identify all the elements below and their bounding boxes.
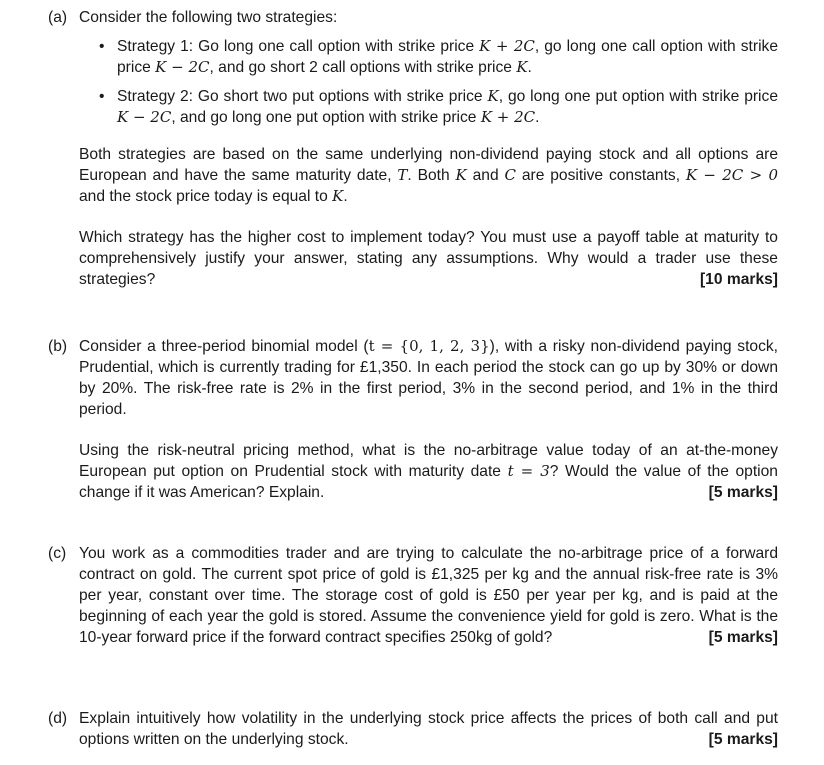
paragraph: You work as a commodities trader and are trying to calculate the no-arbitrage price of a forward contract on gold. The current spot price of gold is £1,325 per kg and the annual risk-free rate is 3% per year, constant over time. The storage cost of gold is £50 per year per kg, and is paid at the beginning of each year the gold is stored. Assume the convenience yield for gold is zero. What is the 10-year forward price if the forward contract specifies 250kg of gold? bbox=[79, 545, 778, 646]
math-expression: t = {0, 1, 2, 3} bbox=[368, 337, 490, 355]
text-span: , and go long one put option with strike price bbox=[171, 109, 481, 126]
text-span: . bbox=[535, 109, 540, 126]
text-span: , go long one call option with strike price bbox=[117, 38, 778, 76]
math-expression: K + 2C bbox=[480, 108, 536, 126]
text-span: . bbox=[343, 188, 348, 205]
text-span: Strategy 2: Go short two put options with strike price bbox=[117, 88, 488, 105]
strategy-1-item bbox=[79, 36, 778, 78]
text-span: Which strategy has the higher cost to implement today? You must use a payoff table at maturity to comprehensively justify your answer, stating any assumptions. Why would a trader use these strategies? bbox=[79, 229, 778, 288]
question-a bbox=[48, 7, 778, 290]
text-span: . bbox=[527, 59, 532, 76]
paragraph bbox=[79, 336, 778, 420]
text-span: , go long one put option with strike price bbox=[498, 88, 778, 105]
math-expression: K − 2C bbox=[155, 58, 210, 76]
question-label: (b) bbox=[48, 338, 68, 355]
math-expression: K − 2C bbox=[117, 108, 172, 126]
text-span: . Both bbox=[407, 167, 456, 184]
paragraph bbox=[79, 144, 778, 207]
question-body bbox=[79, 7, 778, 290]
question-body bbox=[79, 708, 778, 750]
math-expression: t = 3 bbox=[507, 462, 550, 480]
math-expression: K bbox=[455, 166, 467, 184]
text-span: , and go short 2 call options with strike price bbox=[209, 59, 517, 76]
question-label: (a) bbox=[48, 9, 68, 26]
question-body bbox=[79, 543, 778, 648]
marks-label: [5 marks] bbox=[708, 629, 778, 646]
text-span: Both strategies are based on the same underlying non-dividend paying stock and all options are European and have the same maturity date, bbox=[79, 146, 778, 184]
question-label: (c) bbox=[48, 545, 67, 562]
question-label: (d) bbox=[48, 710, 68, 727]
text-span: ? Would the value of the option change if it was American? Explain. bbox=[79, 463, 778, 501]
math-expression: K bbox=[487, 87, 499, 105]
text-span: and the stock price today is equal to bbox=[79, 188, 333, 205]
strategy-list bbox=[79, 36, 778, 128]
marks-label: [5 marks] bbox=[708, 484, 778, 501]
math-expression: K bbox=[516, 58, 528, 76]
question-d bbox=[48, 708, 778, 750]
text-span: Using the risk-neutral pricing method, what is the no-arbitrage value today of an at-the-money European put option on Prudential stock with maturity date bbox=[79, 442, 778, 480]
text-span: Consider a three-period binomial model ( bbox=[79, 338, 369, 355]
marks-line bbox=[79, 269, 778, 290]
marks-label: [10 marks] bbox=[699, 271, 778, 288]
math-expression: T bbox=[397, 166, 408, 184]
math-expression: C bbox=[504, 166, 516, 184]
math-expression: K + 2C bbox=[479, 37, 535, 55]
question-body bbox=[79, 336, 778, 503]
bullet-icon: • bbox=[99, 88, 105, 105]
math-expression: K bbox=[332, 187, 344, 205]
text-span: Strategy 1: Go long one call option with strike price bbox=[117, 38, 480, 55]
question-b bbox=[48, 336, 778, 503]
bullet-icon: • bbox=[99, 38, 105, 55]
question-intro: Consider the following two strategies: bbox=[79, 9, 338, 26]
text-span: ), with a risky non-dividend paying stock, Prudential, which is currently trading for £1,350. In each period the stock can go up by 30% or down by 20%. The risk-free rate is 2% in the first period, 3% in the second period, and 1% in the third period. bbox=[79, 338, 778, 418]
strategy-2-item bbox=[79, 86, 778, 128]
text-span: are positive constants, bbox=[515, 167, 686, 184]
marks-label: [5 marks] bbox=[708, 731, 778, 748]
paragraph: Explain intuitively how volatility in the underlying stock price affects the prices of both call and put options written on the underlying stock. bbox=[79, 710, 778, 748]
text-span: and bbox=[466, 167, 505, 184]
question-c bbox=[48, 543, 778, 648]
math-expression: K − 2C > 0 bbox=[685, 166, 778, 184]
